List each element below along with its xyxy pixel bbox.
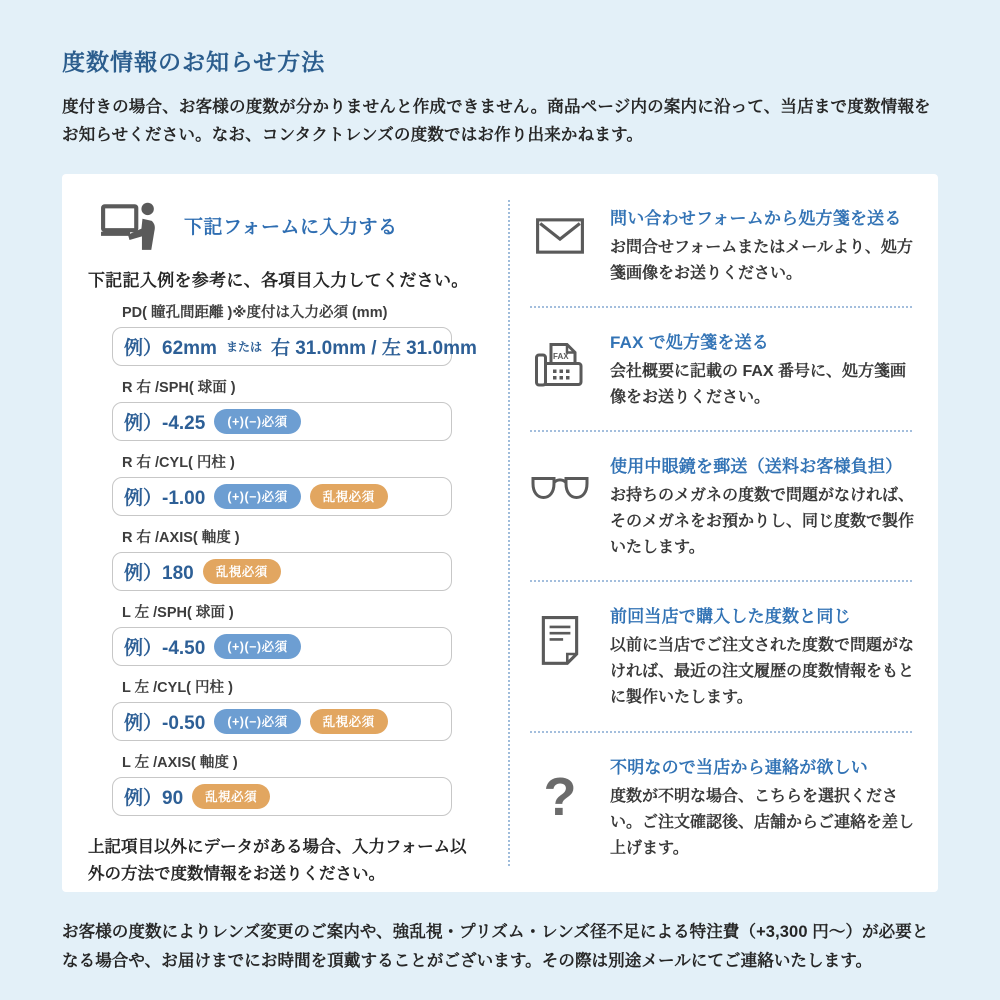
glasses-icon: [510, 452, 610, 561]
page-title: 度数情報のお知らせ方法: [62, 49, 326, 75]
document-icon: [510, 602, 610, 711]
method-item-fax: [510, 308, 916, 430]
method-title: 問い合わせフォームから処方箋を送る: [610, 208, 902, 228]
form-label-r-cyl: R 右 /CYL( 円柱 ): [122, 454, 235, 471]
presenter-icon: [100, 202, 158, 250]
method-body: 以前に当店でご注文された度数で問題がなければ、最近の注文履歴の度数情報をもとに製作いたします。: [610, 637, 915, 707]
example-box-l-axis: [112, 777, 452, 816]
method-body: 度数が不明な場合、こちらを選択ください。ご注文確認後、店舗からご連絡を差し上げます。: [610, 787, 915, 857]
badge-plus-minus: (+)(−)必須: [214, 709, 300, 734]
example-box-l-cyl: [112, 702, 452, 741]
pd-example-or: または: [225, 339, 262, 354]
form-label-l-cyl: L 左 /CYL( 円柱 ): [122, 679, 233, 696]
example-box-r-cyl: [112, 477, 452, 516]
badge-plus-minus: (+)(−)必須: [214, 634, 300, 659]
envelope-icon: [510, 204, 610, 287]
method-item-previous-order: [510, 582, 916, 730]
method-title: 使用中眼鏡を郵送（送料お客様負担）: [610, 457, 903, 477]
method-item-mail-glasses: [510, 432, 916, 580]
other-methods-section: [508, 174, 938, 892]
form-section: [62, 174, 508, 892]
fax-icon: [510, 328, 610, 411]
badge-astigmatism: 乱視必須: [192, 784, 270, 809]
pd-example-value: 例）62mm: [124, 337, 217, 359]
example-box-r-sph: [112, 402, 452, 441]
r-cyl-example-value: 例）-1.00: [124, 487, 206, 509]
method-title: 前回当店で購入した度数と同じ: [610, 607, 851, 627]
l-axis-example-value: 例）90: [124, 787, 184, 809]
vertical-divider: [508, 200, 510, 866]
form-section-header: [100, 202, 482, 250]
badge-astigmatism: 乱視必須: [310, 709, 388, 734]
l-sph-example-value: 例）-4.50: [124, 637, 206, 659]
form-subtitle: 下記記入例を参考に、各項目入力してください。: [88, 270, 469, 290]
badge-astigmatism: 乱視必須: [203, 559, 281, 584]
form-label-pd: PD( 瞳孔間距離 )※度付は入力必須 (mm): [122, 304, 388, 321]
method-body: お問合せフォームまたはメールより、処方箋画像をお送りください。: [610, 238, 913, 282]
badge-plus-minus: (+)(−)必須: [214, 409, 300, 434]
l-cyl-example-value: 例）-0.50: [124, 712, 206, 734]
method-body: お持ちのメガネの度数で問題がなければ、そのメガネをお預かりし、同じ度数で製作いたします。: [610, 487, 915, 557]
method-item-contact-me: [510, 733, 916, 881]
form-rows: [112, 301, 477, 816]
intro-text: 度付きの場合、お客様の度数が分かりませんと作成できません。商品ページ内の案内に沿って、当店まで度数情報をお知らせください。なお、コンタクトレンズの度数ではお作り出来かねます。: [62, 98, 931, 145]
method-body: 会社概要に記載の FAX 番号に、処方箋画像をお送りください。: [610, 362, 907, 406]
pd-example-extra: 右 31.0mm / 左 31.0mm: [270, 337, 477, 359]
method-title: FAX で処方箋を送る: [610, 332, 769, 352]
form-note: 上記項目以外にデータがある場合、入力フォーム以外の方法で度数情報をお送りください。: [88, 837, 467, 884]
methods-card: [62, 174, 938, 892]
example-box-pd: [112, 327, 477, 366]
method-item-contact-form: [510, 184, 916, 306]
example-box-r-axis: [112, 552, 452, 591]
form-label-l-axis: L 左 /AXIS( 軸度 ): [122, 754, 238, 771]
badge-plus-minus: (+)(−)必須: [214, 484, 300, 509]
badge-astigmatism: 乱視必須: [310, 484, 388, 509]
r-sph-example-value: 例）-4.25: [124, 412, 206, 434]
svg-text:FAX: FAX: [553, 351, 569, 361]
form-label-r-sph: R 右 /SPH( 球面 ): [122, 379, 236, 396]
form-label-r-axis: R 右 /AXIS( 軸度 ): [122, 529, 240, 546]
form-label-l-sph: L 左 /SPH( 球面 ): [122, 604, 234, 621]
example-box-l-sph: [112, 627, 452, 666]
form-section-title: 下記フォームに入力する: [184, 217, 398, 239]
question-icon: ?: [543, 766, 577, 827]
method-title: 不明なので当店から連絡が欲しい: [610, 757, 868, 777]
r-axis-example-value: 例）180: [124, 562, 194, 584]
footer-note: お客様の度数によりレンズ変更のご案内や、強乱視・プリズム・レンズ径不足による特注費（+3,300 円～）が必要となる場合や、お届けまでにお時間を頂戴することがございます。その際は別途メールにてご連絡いたします。: [62, 922, 929, 970]
